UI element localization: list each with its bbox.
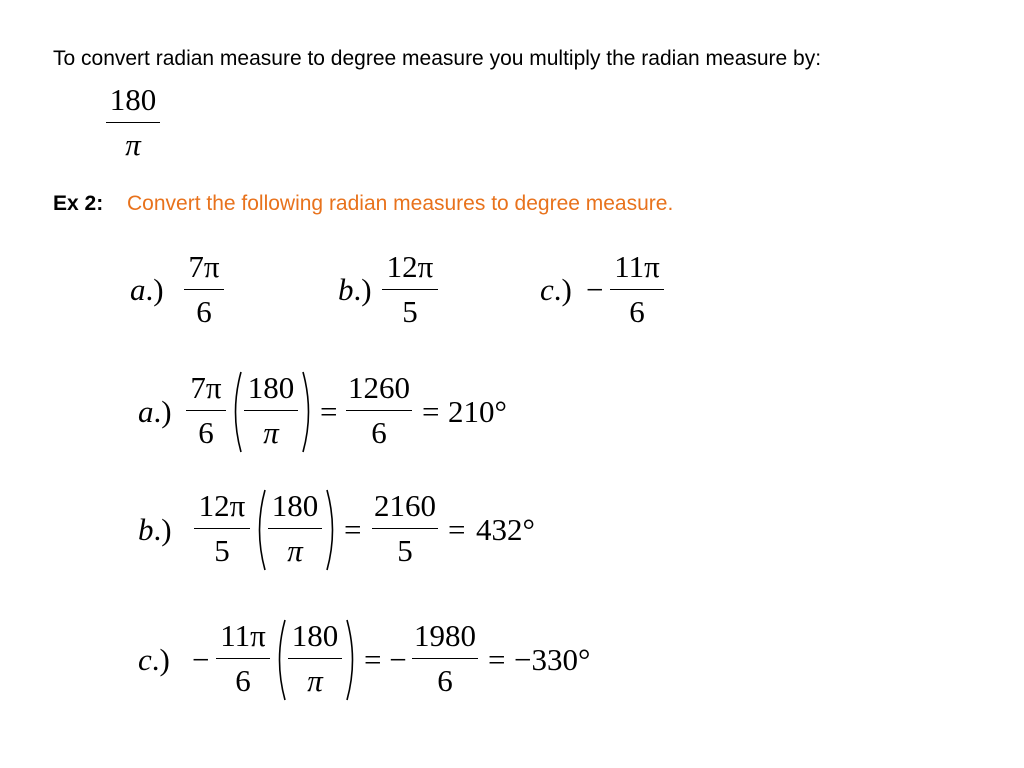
fraction-bar [186,410,226,411]
right-paren [344,618,360,702]
left-paren [252,488,268,572]
solution-c-fraction [216,618,270,699]
solution-c-label: c.) [138,642,170,677]
fraction-bar [372,528,438,529]
solution-b-factor [268,488,322,569]
left-paren [272,618,288,702]
fraction-bar [346,410,412,411]
solution-c-product [412,618,478,699]
numerator: 7π [190,370,222,405]
problem-b-fraction [382,249,438,330]
numerator: 2160 [374,488,436,523]
equals-minus-sign: = − [364,642,407,677]
denominator: 6 [198,415,214,450]
solution-a-factor [244,370,298,451]
numerator: 7π [188,249,220,284]
denominator: 6 [196,294,212,329]
intro-text: To convert radian measure to degree measure you multiply the radian measure by: [53,47,822,70]
numerator: 180 [271,488,319,523]
factor-denominator: π [125,127,141,162]
denominator: π [263,415,279,450]
example-label: Ex 2: [53,192,104,215]
example-instruction: Convert the following radian measures to degree measure. [127,192,674,215]
fraction-bar [382,289,438,290]
fraction-bar [194,528,250,529]
denominator: 5 [397,533,413,568]
fraction-bar [288,658,342,659]
solution-b-result: 432° [476,512,535,547]
numerator: 1980 [414,618,476,653]
numerator: 11π [614,249,660,284]
solution-a-fraction [186,370,226,451]
numerator: 12π [198,488,246,523]
left-paren [228,370,244,454]
solution-b-label: b.) [138,512,172,547]
numerator: 11π [220,618,266,653]
fraction-bar [106,122,160,123]
equals-sign: = [488,642,506,677]
solution-c-result: −330° [514,642,591,677]
fraction-bar [610,289,664,290]
numerator: 1260 [348,370,410,405]
solution-a-result: 210° [448,394,507,429]
denominator: π [307,663,323,698]
factor-numerator: 180 [109,82,157,117]
fraction-bar [412,658,478,659]
fraction-bar [184,289,224,290]
problem-a-label: a.) [130,272,164,307]
minus-sign: − [586,272,604,307]
numerator: 180 [291,618,339,653]
minus-sign: − [192,642,210,677]
solution-b-product [372,488,438,569]
solution-a-product [346,370,412,451]
equals-sign: = [344,512,362,547]
equals-sign: = [422,394,440,429]
fraction-bar [216,658,270,659]
denominator: 6 [629,294,645,329]
denominator: 5 [214,533,230,568]
denominator: 6 [437,663,453,698]
denominator: 6 [235,663,251,698]
fraction-bar [244,410,298,411]
denominator: 5 [402,294,418,329]
problem-b-label: b.) [338,272,372,307]
fraction-bar [268,528,322,529]
problem-c-label: c.) [540,272,572,307]
solution-b-fraction [194,488,250,569]
numerator: 12π [386,249,434,284]
numerator: 180 [247,370,295,405]
equals-sign: = [448,512,466,547]
denominator: 6 [371,415,387,450]
right-paren [324,488,340,572]
denominator: π [287,533,303,568]
problem-a-fraction [184,249,224,330]
conversion-factor [106,82,160,163]
solution-c-factor [288,618,342,699]
equals-sign: = [320,394,338,429]
right-paren [300,370,316,454]
solution-a-label: a.) [138,394,172,429]
problem-c-fraction [610,249,664,330]
